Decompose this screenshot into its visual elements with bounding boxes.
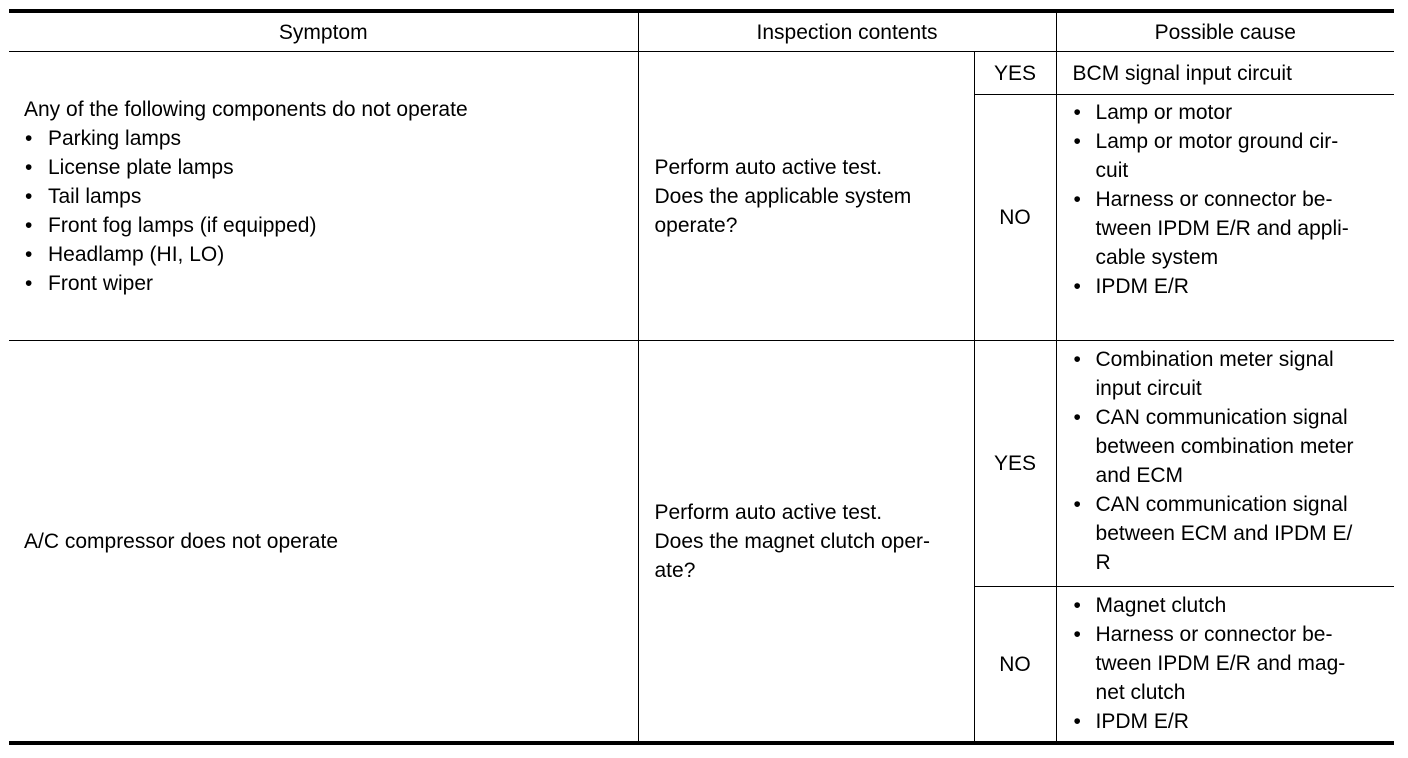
header-symptom: Symptom	[9, 11, 638, 52]
list-item: • Lamp or motor ground cir- cuit	[1073, 127, 1391, 185]
inspection-line: ate?	[654, 558, 696, 582]
inspection-line: Perform auto active test.	[654, 500, 883, 524]
symptom-lead: Any of the following components do not operate	[24, 97, 468, 121]
header-cause: Possible cause	[1056, 11, 1394, 52]
list-item: • IPDM E/R	[1073, 272, 1391, 301]
cause-list	[1073, 345, 1391, 577]
symptom-text: A/C compressor does not operate	[24, 529, 338, 553]
table-row	[9, 52, 1394, 95]
inspection-cell	[638, 52, 974, 341]
result-no: NO	[974, 587, 1056, 744]
result-no: NO	[974, 95, 1056, 341]
inspection-line: Perform auto active test.	[654, 155, 883, 179]
cause-cell	[1056, 587, 1394, 744]
symptom-cell	[9, 52, 638, 341]
list-item: • Combination meter signal input circuit	[1073, 345, 1391, 403]
list-item: • Parking lamps	[24, 124, 638, 153]
list-item: • Front fog lamps (if equipped)	[24, 211, 638, 240]
cause-cell	[1056, 95, 1394, 341]
list-item: • CAN communication signal between combination meter and ECM	[1073, 403, 1391, 490]
result-yes: YES	[974, 52, 1056, 95]
result-yes: YES	[974, 341, 1056, 587]
list-item: • Harness or connector be- tween IPDM E/R and mag- net clutch	[1073, 620, 1391, 707]
list-item: • Lamp or motor	[1073, 98, 1391, 127]
symptom-cell	[9, 341, 638, 744]
cause-list	[1073, 591, 1391, 736]
list-item: • Front wiper	[24, 269, 638, 298]
inspection-line: Does the magnet clutch oper-	[654, 529, 930, 553]
list-item: • Tail lamps	[24, 182, 638, 211]
header-inspection: Inspection contents	[638, 11, 1056, 52]
table-row	[9, 341, 1394, 587]
symptom-list	[24, 124, 638, 298]
diagnosis-table	[9, 9, 1394, 745]
inspection-cell	[638, 341, 974, 744]
list-item: • Harness or connector be- tween IPDM E/R and appli- cable system	[1073, 185, 1391, 272]
list-item: • Magnet clutch	[1073, 591, 1391, 620]
inspection-line: Does the applicable system	[654, 184, 912, 208]
list-item: • Headlamp (HI, LO)	[24, 240, 638, 269]
cause-cell	[1056, 341, 1394, 587]
cause-list	[1073, 98, 1391, 301]
cause-cell: BCM signal input circuit	[1056, 52, 1394, 95]
list-item: • CAN communication signal between ECM and IPDM E/ R	[1073, 490, 1391, 577]
list-item: • License plate lamps	[24, 153, 638, 182]
inspection-line: operate?	[654, 213, 738, 237]
list-item: • IPDM E/R	[1073, 707, 1391, 736]
header-row	[9, 11, 1394, 52]
